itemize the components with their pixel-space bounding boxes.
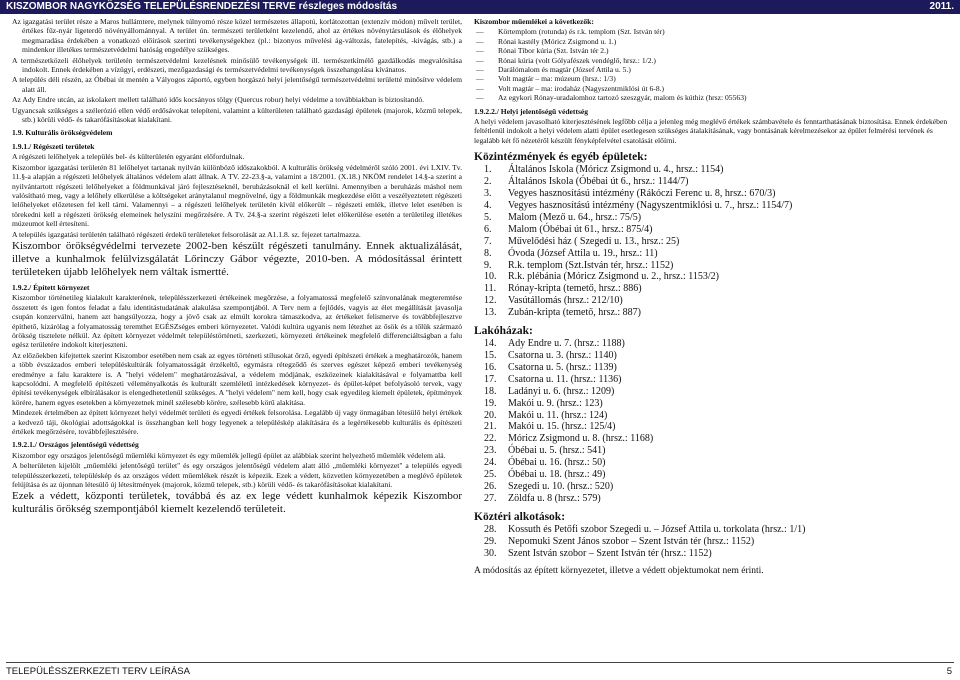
houses-item	[474, 338, 950, 350]
footer-divider	[6, 662, 954, 663]
item-text: Rónay-kripta (temető, hrsz.: 886)	[508, 283, 642, 295]
paragraph: Az igazgatási terület része a Maros hullámtere, melynek túlnyomó része közel természetes állapotú, korlátozottan (extenzív módon) művelt terület, értékes fűz-nyár ligeterdő növényállománnyal. A terület ún. természeti területként kezelendő, ahol az értékes növénytársulások és élőhelyek megmaradása érdekében a vonatkozó előírások szerinti tevékenységekhez (pl.: bizonyos művelési ág-változás, fatelepítés, -kivágás, stb.) a mindenkor illetékes természetvédelmi hatóság engedélye szükséges.	[12, 17, 462, 55]
item-number: 12.	[484, 295, 497, 307]
subsection-heading: 1.9.2.2./ Helyi jelentőségű védettség	[474, 106, 589, 116]
item-text: Óbébai u. 18. (hrsz.: 49)	[508, 469, 606, 481]
item-text: Vasútállomás (hrsz.: 212/10)	[508, 295, 623, 307]
houses-item	[474, 398, 950, 410]
header-title: KISZOMBOR NAGYKÖZSÉG TELEPÜLÉSRENDEZÉSI TERVE részleges módosítás	[6, 1, 398, 12]
monument-item: — Volt magtár – ma: múzeum (hrsz.: 1/3)	[498, 74, 950, 83]
public-item	[474, 307, 950, 319]
item-number: 13.	[484, 307, 497, 319]
public-art-list	[474, 524, 950, 560]
subsection-heading: 1.9.2./ Épített környezet	[12, 282, 90, 292]
subsection-heading: 1.9.2.1./ Országos jelentőségű védettség	[12, 440, 139, 450]
item-number: 24.	[484, 457, 497, 469]
item-number: 2.	[484, 176, 492, 188]
item-text: Vegyes hasznosítású intézmény (Rákóczi Ferenc u. 8, hrsz.: 670/3)	[508, 188, 776, 200]
item-number: 8.	[484, 247, 492, 259]
item-text: Szent István szobor – Szent István tér (hrsz.: 1152)	[508, 547, 712, 559]
paragraph-large: Ezek a védett, központi területek, továbbá és az ex lege védett kunhalmok képezik Kiszombor kulturális örökség szempontjából kiemelt kezelendő területeit.	[12, 490, 462, 516]
item-number: 20.	[484, 409, 497, 421]
item-text: Malom (Mező u. 64., hrsz.: 75/5)	[508, 211, 642, 223]
public-art-heading: Köztéri alkotások:	[474, 510, 566, 523]
paragraph: Az Ady Endre utcán, az iskolakert mellett található idős kocsányos tölgy (Quercus robur) helyi védelme a továbbiakban is biztosítandó.	[12, 95, 425, 105]
public-item	[474, 212, 950, 224]
right-column	[474, 17, 950, 578]
paragraph: Mindezek értelmében az épített környezet helyi védelmét területi és egyedi értékek felsorolása. Legalább új vagy önmagában létesülő helyi értékek a kedvező táji, ökológiai adottságokkal is összhangban kell hogy legyenek a településkép alakítására és a legértékesebb kulturális és építészeti értékek megőrzésére, továbbfejlesztésére.	[12, 408, 462, 437]
public-item	[474, 295, 950, 307]
item-number: 14.	[484, 338, 497, 350]
item-text: Nepomuki Szent János szobor – Szent István tér (hrsz.: 1152)	[508, 535, 755, 547]
item-text: Makói u. 15. (hrsz.: 125/4)	[508, 421, 616, 433]
art-item	[474, 524, 950, 536]
item-text: Makói u. 9. (hrsz.: 123)	[508, 397, 603, 409]
monument-item: — Körtemplom (rotunda) és r.k. templom (Szt. István tér)	[498, 27, 950, 36]
item-text: Óbébai u. 5. (hrsz.: 541)	[508, 445, 606, 457]
houses-item	[474, 410, 950, 422]
item-number: 4.	[484, 200, 492, 211]
item-number: 1.	[484, 164, 492, 176]
item-text: Szegedi u. 10. (hrsz.: 520)	[508, 480, 614, 492]
item-number: 11.	[484, 283, 497, 295]
item-number: 22.	[484, 433, 497, 445]
houses-item	[474, 362, 950, 374]
item-number: 3.	[484, 188, 492, 200]
page-header	[0, 0, 960, 14]
item-text: Zöldfa u. 8 (hrsz.: 579)	[508, 492, 601, 504]
item-text: Általános Iskola (Móricz Zsigmond u. 4., hrsz.: 1154)	[508, 164, 724, 176]
monument-item: — Volt magtár – ma: irodaház (Nagyszentmiklósi út 6-8.)	[498, 84, 950, 93]
subsection-heading: 1.9.1./ Régészeti területek	[12, 141, 95, 151]
public-item	[474, 176, 950, 188]
item-text: Makói u. 11. (hrsz.: 124)	[508, 409, 608, 421]
houses-item	[474, 469, 950, 481]
item-number: 30.	[484, 547, 497, 559]
item-number: 18.	[484, 385, 497, 397]
item-text: Vegyes hasznosítású intézmény (Nagyszentmiklósi u. 7., hrsz.: 1154/7)	[508, 200, 793, 211]
item-number: 23.	[484, 445, 497, 457]
monument-item: — Rónai Tibor kúria (Szt. István tér 2.)	[498, 46, 950, 55]
houses-item	[474, 433, 950, 445]
paragraph: A természetközeli élőhelyek területén természetvédelmi kezelésnek minősülő tevékenységek ill. természetkímélő gazdálkodás megvalósítása indokolt. Ennek érdekében a vízügyi, erdészeti, mezőgazdasági és természetvédelmi tevékenységek összehangolása kívánatos.	[12, 55, 462, 75]
public-item	[474, 200, 950, 212]
houses-item	[474, 493, 950, 505]
item-text: Kossuth és Petőfi szobor Szegedi u. – József Attila u. torkolata (hrsz.: 1/1)	[508, 523, 806, 535]
houses-item	[474, 374, 950, 386]
item-text: Móricz Zsigmond u. 8. (hrsz.: 1168)	[508, 433, 654, 445]
public-item	[474, 271, 950, 283]
houses-item	[474, 350, 950, 362]
paragraph: A helyi védelem javasolható kiterjesztésének legfőbb célja a jelenleg még meglévő értékek számbavétele és fenntarthatásának biztosítása. Ennek érdekében feltétlenül indokolt a helyi védelem alatti épület esetlegesen szükséges átalakításának, vagy bontásának kérelmezésekor az épület felmérési tervének és legalább két fő nézetéről készült fényképfelvétel csatolását előírni.	[474, 117, 948, 145]
paragraph: Kiszombor igazgatási területén 81 lelőhelyet tartanak nyilván különböző időszakokból. A kulturális örökség védelméről szóló 2001. évi LXIV. Tv. 11.§-a alapján a régészeti lelőhelyek általános védelem alatt állnak. A TV. 22-23.§-a, valamint a 18/2001. (X.18.) NKÖM rendelet 14.§-a szerint a nyilvántartott régészeti lelőhelyeket a földmunkával járó fejlesztéseknél, beruházásoknál el kell kerülni. Amennyiben a beruházás máshol nem valósítható meg, vagy a lelőhely elkerülése a költségeket aránytalanul megnövelné, úgy a földmunkák megkezdése előtt a veszélyeztetett régészeti lelőhelyeket előzetesen fel kell tárni. Valamennyi – a régészeti lelőhelyek területén kívül előkerült – régészeti emlék, illetve lelet esetében is törekedni kell a régészeti örökség elemeinek helyszíni megőrzésére. A Tv. 24.§-a szerint régészeti lelet előkerülése esetén a területileg illetékes múzeumot kell értesíteni.	[12, 162, 462, 229]
item-number: 29.	[484, 535, 497, 547]
item-number: 19.	[484, 397, 497, 409]
houses-list	[474, 338, 950, 505]
paragraph: Kiszombor egy országos jelentőségű műemléki környezet és egy műemlék jellegű épület az alábbiak szerint helyezhető műemlék védelem alá.	[12, 450, 446, 460]
paragraph: A település déli részén, az Óbébai út mentén a Vályogos záportó, egyben horgászó helyi jelentőségű természetvédelmi területté minősítve védelem alatt áll.	[12, 75, 462, 94]
item-text: Malom (Óbébai út 61., hrsz.: 875/4)	[508, 223, 653, 235]
section-heading: 1.9. Kulturális örökségvédelem	[12, 128, 113, 138]
item-text: Óbébai u. 16. (hrsz.: 50)	[508, 457, 606, 469]
item-text: Csatorna u. 5. (hrsz.: 1139)	[508, 361, 617, 373]
public-item	[474, 188, 950, 200]
public-item	[474, 164, 950, 176]
paragraph-large: Kiszombor örökségvédelmi tervezete 2002-ben készült régészeti tanulmány. Ennek aktualizálását, illetve a kunhalmok felülvizsgálatát Lőrinczy Gábor végezte, 2010-ben. A módosítással érintett területeken újabb lelőhelyek nem váltak ismertté.	[12, 239, 462, 278]
art-item	[474, 548, 950, 560]
public-item	[474, 260, 950, 272]
item-number: 25.	[484, 469, 497, 481]
item-number: 5.	[484, 211, 492, 223]
item-text: Csatorna u. 11. (hrsz.: 1136)	[508, 373, 622, 385]
houses-heading: Lakóházak:	[474, 325, 533, 338]
closing-note: A módosítás az épített környezetet, illetve a védett objektumokat nem érinti.	[474, 566, 764, 577]
monument-item: — Az egykori Rónay-uradalomhoz tartozó szeszgyár, malom és kúthiz (hrsz: 05563)	[498, 93, 950, 102]
paragraph: Kiszombor történetileg kialakult karakterének, településszerkezeti értékeinek megőrzése, a folyamatossá megfelelő színvonalának megteremtése összetett és igen fontos feladat a falu identitástudatának alakulása szempontjából. A Terv nem a fejlődés, vagyis az élet megállítását javasolja csupán konzerválni, hanem azt hangsúlyozza, hogy a jövő csak az elmúlt korokra támaszkodva, az értékeket felismerve és továbbfejlesztve építhető, kizárólag a folyamatosság teremthet EGÉSZséges emberi környezetet. Valódi kultúra ugyanis nem létezhet az ősök és a tőlük származó örökség tisztelete nélkül. Az épített környezet védelmét településtörténeti, szerkezeti, környezeti értékeinek megfelelő differenciáltságban a falu egész területére indokolt kiterjeszteni.	[12, 293, 462, 350]
item-number: 15.	[484, 349, 497, 361]
item-text: Művelődési ház ( Szegedi u. 13., hrsz.: 25)	[508, 235, 680, 247]
public-item	[474, 236, 950, 248]
paragraph: A település igazgatási területén található régészeti érdekű területeket felsorolását az A1.1.8. sz. fejezet tartalmazza.	[12, 229, 361, 239]
item-number: 7.	[484, 235, 492, 247]
header-year: 2011.	[929, 1, 954, 12]
item-number: 17.	[484, 373, 497, 385]
item-number: 10.	[484, 271, 497, 283]
page-number: 5	[946, 666, 952, 677]
footer-title: TELEPÜLÉSSZERKEZETI TERV LEÍRÁSA	[6, 666, 190, 677]
left-column	[12, 17, 462, 517]
houses-item	[474, 481, 950, 493]
monument-item: — Rónai kúria (volt Gólyafészek vendéglő, hrsz.: 1/2.)	[498, 56, 950, 65]
public-buildings-heading: Közintézmények és egyéb épületek:	[474, 151, 648, 164]
paragraph: Ugyancsak szükséges a szélerózió ellen védő erdősávokat telepíteni, valamint a külterületen található gazdasági épületek (majorok, közmű telepek, stb.) körüli védő- és takarófásításokat kialakítani.	[12, 105, 462, 125]
houses-item	[474, 457, 950, 469]
item-number: 26.	[484, 480, 497, 492]
monuments-heading: Kiszombor műemlékei a következők:	[474, 17, 594, 26]
public-item	[474, 283, 950, 295]
houses-item	[474, 421, 950, 433]
item-text: Általános Iskola (Óbébai út 6., hrsz.: 1144/7)	[508, 176, 689, 188]
monument-item: — Rónai kastély (Móricz Zsigmond u. 1.)	[498, 37, 950, 46]
houses-item	[474, 386, 950, 398]
page-footer	[0, 662, 960, 680]
paragraph: A régészeti lelőhelyek a település bel- és külterületén egyaránt előfordulnak.	[12, 152, 245, 162]
item-number: 27.	[484, 492, 497, 504]
public-item	[474, 224, 950, 236]
item-text: Óvoda (József Attila u. 19., hrsz.: 11)	[508, 247, 658, 259]
item-number: 16.	[484, 361, 497, 373]
item-number: 6.	[484, 223, 492, 235]
art-item	[474, 536, 950, 548]
monument-item: — Darálómalom és magtár (József Attila u. 5.)	[498, 65, 950, 74]
public-item	[474, 248, 950, 260]
item-text: R.k. plébánia (Móricz Zsigmond u. 2., hrsz.: 1153/2)	[508, 271, 719, 283]
item-text: Ladányi u. 6. (hrsz.: 1209)	[508, 385, 615, 397]
item-number: 21.	[484, 421, 497, 433]
item-number: 28.	[484, 523, 497, 535]
item-number: 9.	[484, 259, 492, 271]
item-text: Ady Endre u. 7. (hrsz.: 1188)	[508, 338, 625, 350]
public-buildings-list	[474, 164, 950, 319]
monument-list	[474, 27, 950, 102]
item-text: Csatorna u. 3. (hrsz.: 1140)	[508, 349, 617, 361]
item-text: R.k. templom (Szt.István tér, hrsz.: 1152)	[508, 259, 674, 271]
item-text: Zubán-kripta (temető, hrsz.: 887)	[508, 307, 642, 319]
paragraph: Az előzőekben kifejtettek szerint Kiszombor esetében nem csak az egyes történeti stílusokat őrző, egyedi építészeti értékek a meghatározók, hanem a több évszázados emberi településkultúrák folyamatosságát érzékeltő, egymásra rétegződő és szerves egészet képező emberi tevékenység eredménye a falu karaktere is. A "helyi védelem" meghatározásával, a védelem módjának, eszközeinek kialakításával e folyamattba kell kapcsolódni. A megfelelő építészeti véleményalkotás és kulturált szemléletű intézkedések környezet- és épület-képet befolyásoló tervek, vagy építési tevékenységek elbírálásakor is elengedhetetlenül szükséges. A "helyi védelem" nem kell, hogy csak egyedileg kiemelt épületek, építmények körére, hanem egyes esetekben a környezetnek minél szélesebb körére, szélesebb körű alakítása.	[12, 350, 462, 407]
houses-item	[474, 445, 950, 457]
paragraph: A belterületen kijelölt „műemléki jelentőségű terület" és egy országos jelentőségű védelem alatt álló „műemléki környezet" a település egyedi településszerkezeti, településkép és az országos védett műemlékek részét is képezik. Ezek a védett, közvetlen környezetében a meglévő épületek felújítása és az újonnan létesülő új létesítmények (majorok, közmű telepek, stb.) körüli védő- és takarófásításokat kialakítani.	[12, 461, 462, 490]
